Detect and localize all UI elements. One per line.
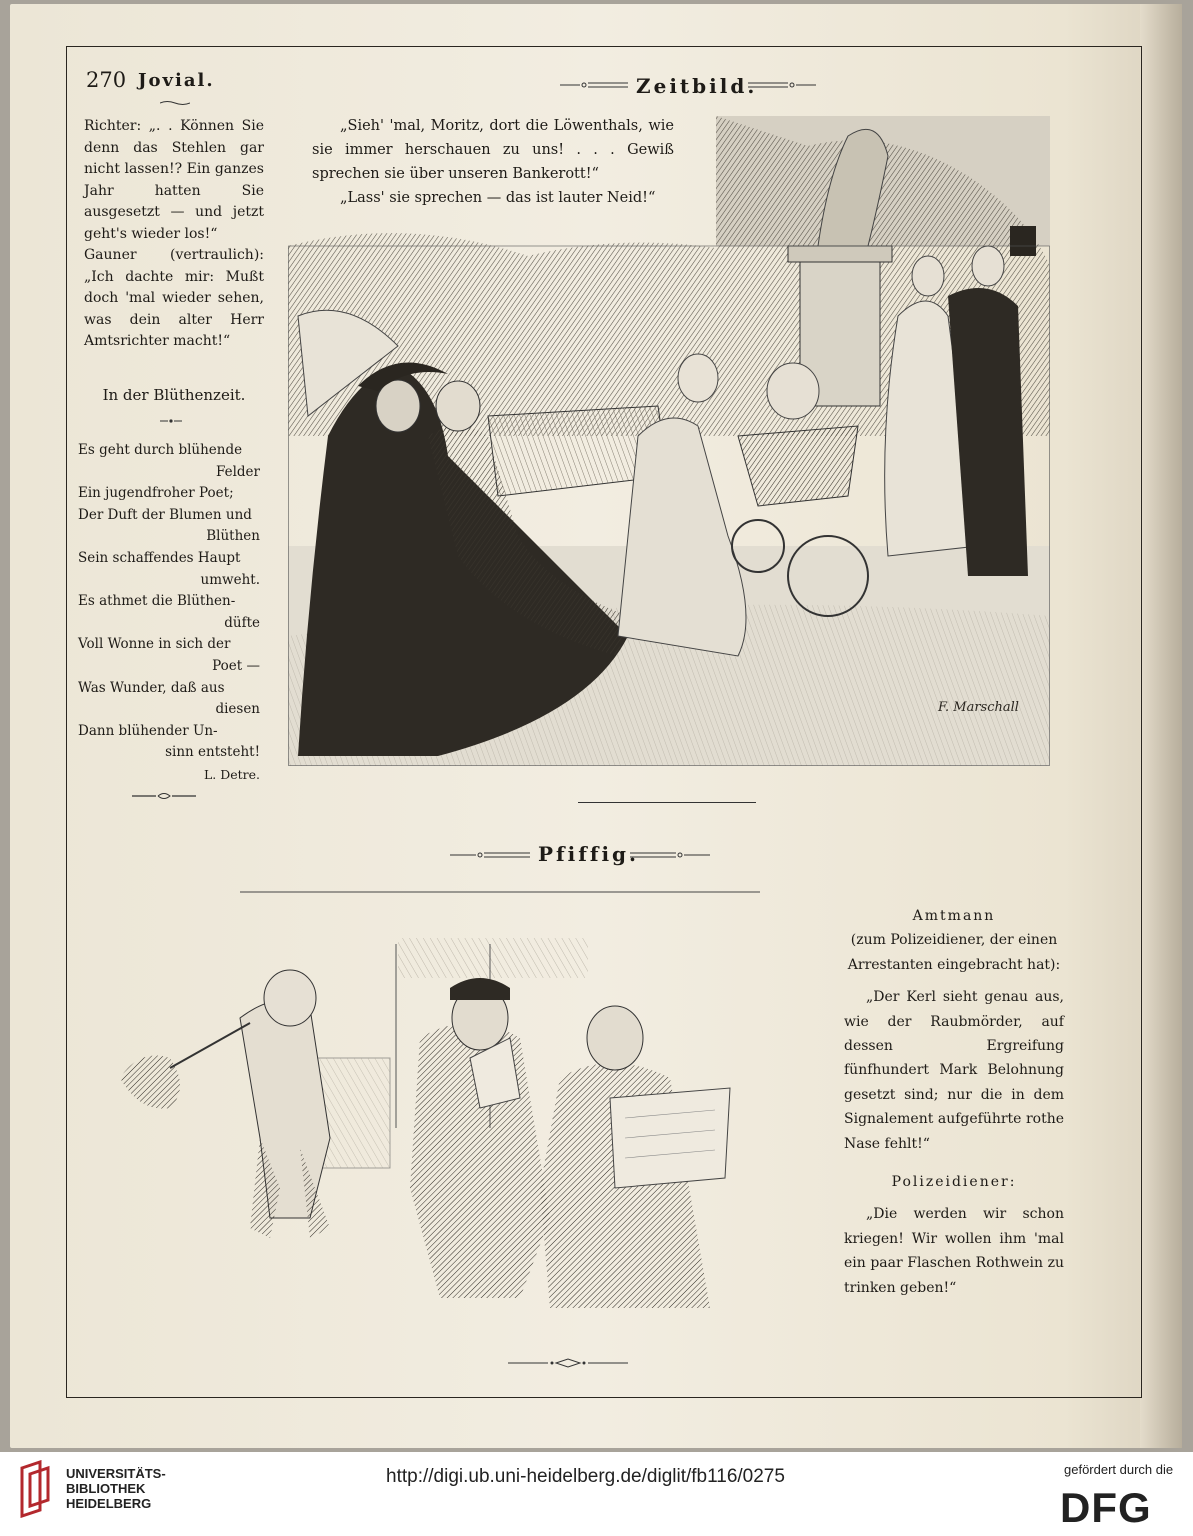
poem-line: diesen [215, 701, 260, 718]
poem-line: Der Duft der Blumen und [78, 506, 252, 523]
end-ornament [132, 792, 196, 802]
poem-line: Poet — [212, 657, 260, 674]
pfiffig-flourish-right [626, 850, 710, 860]
sponsor-caption: gefördert durch die [1064, 1462, 1174, 1477]
viewer-footer [0, 1452, 1193, 1536]
permalink-url[interactable]: http://digi.ub.uni-heidelberg.de/diglit/fb116/0275 [386, 1466, 785, 1487]
poem-line: umweht. [200, 571, 260, 588]
poem-line: Voll Wonne in sich der [78, 636, 231, 653]
crook-line: Gauner (vertraulich): „Ich dachte mir: Mußt doch 'mal wieder sehen, was dein alter Herr Amtsrichter macht!“ [84, 247, 264, 349]
poem-line: Es geht durch blühende [78, 442, 243, 458]
heading-flourish-right [744, 80, 816, 90]
poem-ornament [160, 418, 182, 424]
speaker-amtmann: Amtmann [912, 908, 996, 924]
page-number: 270 [86, 68, 127, 92]
small-rule-ornament [160, 100, 190, 106]
pfiffig-flourish-left [450, 850, 534, 860]
polizeidiener-line: „Die werden wir schon kriegen! Wir wollen ihm 'mal ein paar Flaschen Rothwein zu trinken geben!“ [844, 1206, 1064, 1296]
section-divider [578, 802, 756, 803]
running-head: Jovial. [138, 70, 215, 91]
police-illustration [110, 888, 760, 1348]
poem-line: Blüthen [206, 528, 260, 545]
poem-author: L. Detre. [203, 766, 260, 782]
bottom-ornament [508, 1358, 628, 1368]
poem-line: Es athmet die Blüthen- [78, 593, 236, 610]
poem-line: Felder [215, 463, 260, 480]
illustration-signature: F. Marschall [938, 700, 1019, 715]
pfiffig-dialogue [844, 904, 1064, 1300]
pfiffig-title: Pfiffig. [538, 842, 639, 866]
poem-body [78, 440, 260, 786]
poem-line: Was Wunder, daß aus [78, 679, 225, 696]
left-column-dialogue [84, 116, 264, 353]
page-edge [1140, 4, 1182, 1448]
judge-line: Richter: „. . Können Sie denn das Stehlen gar nicht lassen!? Ein ganzes Jahr hatten Sie ausgesetzt — und jetzt geht's wieder los!“ [84, 118, 264, 242]
quote-line-2: „Lass' sie sprechen — das ist lauter Neid!“ [340, 190, 656, 206]
heading-flourish-left [560, 80, 632, 90]
poem-line: Sein schaffendes Haupt [78, 549, 241, 566]
library-name: UNIVERSITÄTS- BIBLIOTHEK HEIDELBERG [66, 1466, 166, 1511]
poem-title: In der Blüthenzeit. [102, 386, 246, 404]
poem-line: düfte [224, 614, 260, 631]
poem-line: Dann blühender Un- [78, 722, 218, 739]
dfg-logo: DFG [1060, 1484, 1152, 1531]
amtmann-line: „Der Kerl sieht genau aus, wie der Raubmörder, auf dessen Ergreifung fünfhundert Mark Belohnung gesetzt sind; nur die in dem Signalement aufgeführte rothe Nase fehlt!“ [844, 989, 1064, 1152]
speaker-polizeidiener: Polizeidiener: [891, 1174, 1017, 1191]
poem-line: sinn entsteht! [165, 744, 260, 761]
park-bench-illustration [288, 116, 1050, 766]
library-logo-icon [18, 1460, 58, 1518]
zeitbild-title: Zeitbild. [636, 74, 758, 98]
quote-line-1: „Sieh' 'mal, Moritz, dort die Löwenthals, wie sie immer herschauen zu uns! . . . Gewiß sprechen sie über unseren Bankerott!“ [312, 118, 674, 182]
poem-line: Ein jugendfroher Poet; [78, 485, 234, 502]
stage-direction: (zum Polizeidiener, der einen Arrestanten eingebracht hat): [847, 932, 1061, 973]
